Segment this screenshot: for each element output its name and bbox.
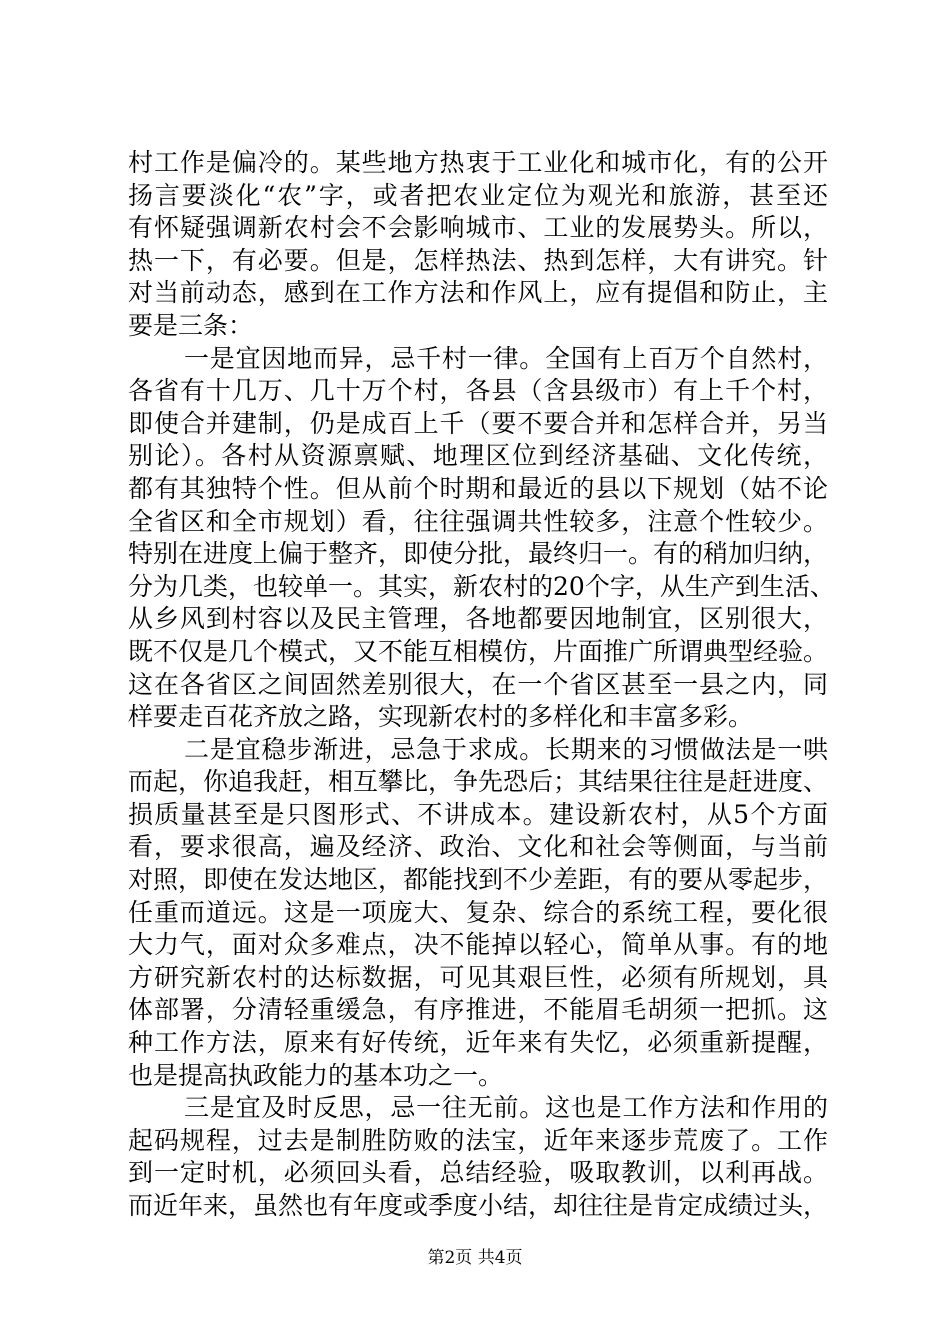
text-line: 而起，你追我赶，相互攀比，争先恐后；其结果往往是赶进度、 [128, 767, 829, 797]
text-line: 起码规程，过去是制胜防败的法宝，近年来逐步荒废了。工作 [128, 1125, 828, 1155]
body-text [128, 147, 835, 1223]
text-line: 到一定时机，必须回头看，总结经验，吸取教训，以利再战。 [128, 1158, 828, 1188]
text-line: 大力气，面对众多难点，决不能掉以轻心，简单从事。有的地 [128, 930, 828, 960]
text-line: 热一下，有必要。但是，怎样热法、热到怎样，大有讲究。针 [128, 245, 828, 275]
text-line: 看，要求很高，遍及经济、政治、文化和社会等侧面，与当前 [128, 832, 828, 862]
text-line: 都有其独特个性。但从前个时期和最近的县以下规划（姑不论 [128, 473, 828, 503]
text-line: 有怀疑强调新农村会不会影响城市、工业的发展势头。所以， [128, 213, 828, 243]
text-line: 损质量甚至是只图形式、不讲成本。建设新农村，从5个方面 [128, 799, 828, 829]
text-line: 要是三条： [128, 310, 254, 340]
text-line: 样要走百花齐放之路，实现新农村的多样化和丰富多彩。 [128, 702, 754, 732]
text-line: 村工作是偏冷的。某些地方热衷于工业化和城市化，有的公开 [128, 148, 828, 177]
text-line: 特别在进度上偏于整齐，即使分批，最终归一。有的稍加归纳， [128, 539, 829, 569]
text-line: 对当前动态，感到在工作方法和作风上，应有提倡和防止，主 [128, 278, 828, 308]
text-line: 既不仅是几个模式，又不能互相模仿，片面推广所谓典型经验。 [128, 636, 829, 666]
text-line: 扬言要淡化“农”字，或者把农业定位为观光和旅游，甚至还 [128, 180, 828, 210]
text-line: 分为几类，也较单一。其实，新农村的20个字，从生产到生活、 [128, 571, 835, 601]
text-line: 这在各省区之间固然差别很大，在一个省区甚至一县之内，同 [128, 669, 828, 699]
text-line: 种工作方法，原来有好传统，近年来有失忆，必须重新提醒， [128, 1028, 828, 1058]
text-line: 而近年来，虽然也有年度或季度小结，却往往是肯定成绩过头， [128, 1191, 829, 1220]
text-line: 从乡风到村容以及民主管理，各地都要因地制宜，区别很大， [128, 604, 828, 634]
text-line: 全省区和全市规划）看，往往强调共性较多，注意个性较少。 [128, 506, 828, 536]
text-line: 三是宜及时反思，忌一往无前。这也是工作方法和作用的 [184, 1093, 828, 1123]
text-line: 体部署，分清轻重缓急，有序推进，不能眉毛胡须一把抓。这 [128, 995, 828, 1025]
text-line: 别论）。各村从资源禀赋、地理区位到经济基础、文化传统， [128, 441, 828, 471]
text-line: 一是宜因地而异，忌千村一律。全国有上百万个自然村， [184, 343, 828, 373]
text-line: 各省有十几万、几十万个村，各县（含县级市）有上千个村， [128, 376, 828, 406]
text-line: 对照，即使在发达地区，都能找到不少差距，有的要从零起步， [128, 865, 829, 895]
text-line: 方研究新农村的达标数据，可见其艰巨性，必须有所规划，具 [128, 962, 828, 992]
text-line: 任重而道远。这是一项庞大、复杂、综合的系统工程，要化很 [128, 897, 828, 927]
text-line: 二是宜稳步渐进，忌急于求成。长期来的习惯做法是一哄 [184, 734, 828, 764]
text-line: 也是提高执政能力的基本功之一。 [128, 1060, 504, 1090]
text-line: 即使合并建制，仍是成百上千（要不要合并和怎样合并，另当 [128, 408, 828, 438]
page-number-footer: 第2页 共4页 [427, 1248, 523, 1268]
